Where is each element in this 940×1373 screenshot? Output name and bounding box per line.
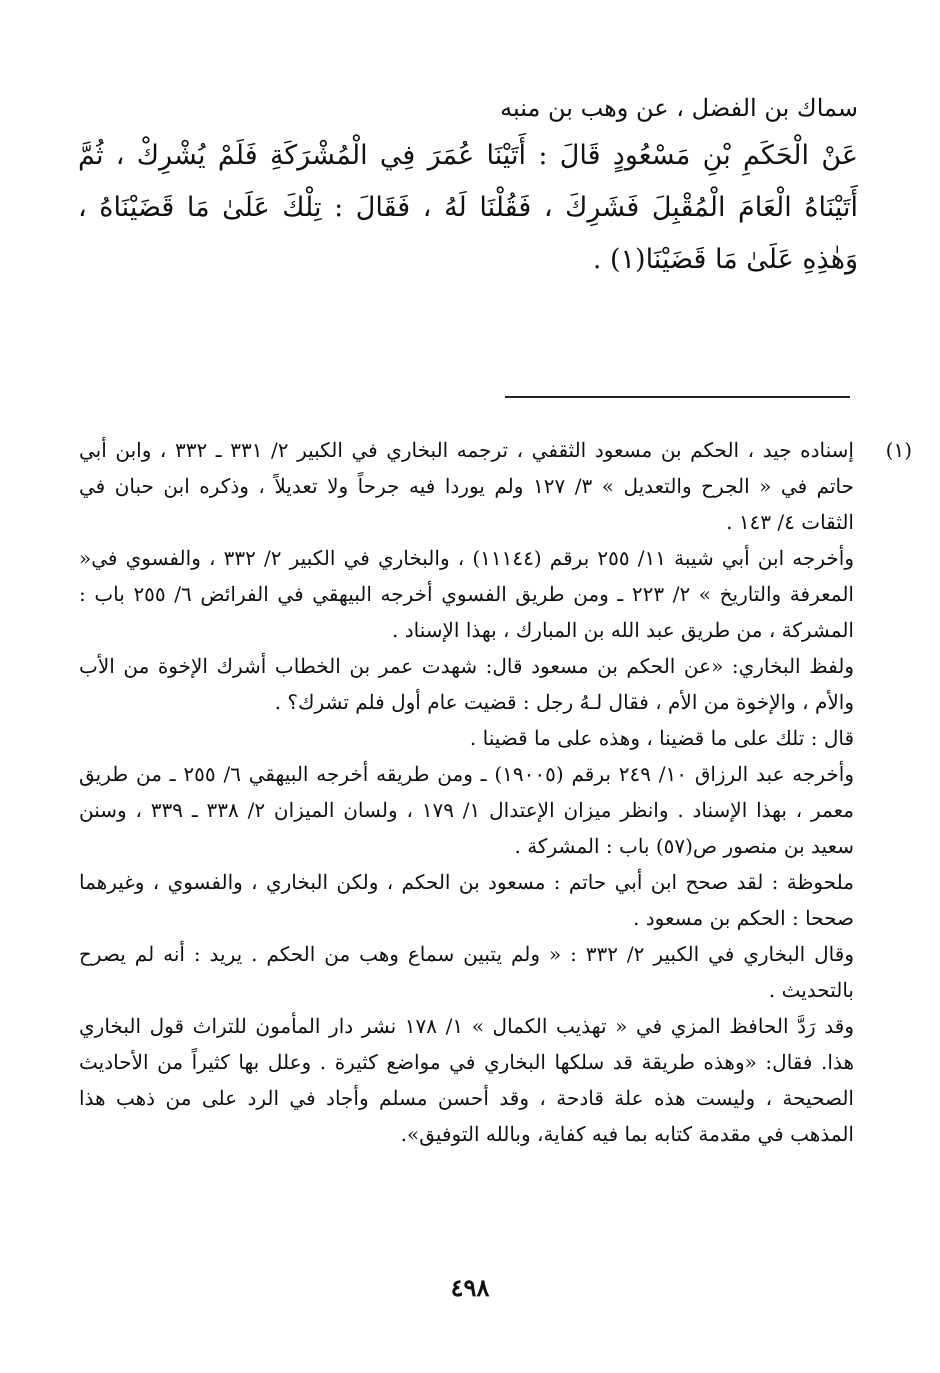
footnote-paragraph: إسناده جيد ، الحكم بن مسعود الثقفي ، ترجمه البخاري في الكبير ٢/ ٣٣١ ـ ٣٣٢ ، وابن أبي حاتم في « الجرح والتعديل » ٣/ ١٢٧ ولم يوردا فيه جرحاً ولا تعديلاً ، وذكره ابن حبان في الثقات ٤/ ١٤٣ . (79, 438, 854, 534)
footnote-paragraph: وأخرجه ابن أبي شيبة ١١/ ٢٥٥ برقم (١١١٤٤) ، والبخاري في الكبير ٢/ ٣٣٢ ، والفسوي في« المعرفة والتاريخ » ٢/ ٢٢٣ ـ ومن طريق الفسوي أخرجه البيهقي في الفرائض ٦/ ٢٥٥ باب : المشركة ، من طريق عبد الله بن المبارك ، بهذا الإسناد . (79, 546, 854, 642)
footnote-paragraph: وقد رَدَّ الحافظ المزي في « تهذيب الكمال » ١/ ١٧٨ نشر دار المأمون للتراث قول البخاري هذا. فقال: «وهذه طريقة قد سلكها البخاري في مواضع كثيرة . وعلل بها كثيراً من الأحاديث الصحيحة ، وليست هذه علة قادحة ، وقد أحسن مسلم وأجاد في الرد على من ذهب هذا المذهب في مقدمة كتابه بما فيه كفاية، وبالله التوفيق». (79, 1014, 854, 1146)
footnote-paragraph: ولفظ البخاري: «عن الحكم بن مسعود قال: شهدت عمر بن الخطاب أشرك الإخوة من الأب والأم ، والإخوة من الأم ، فقال لـهُ رجل : قضيت عام أول فلم تشرك؟ . (79, 654, 854, 714)
footnotes (79, 432, 912, 1152)
footnote-paragraph: ملحوظة : لقد صحح ابن أبي حاتم : مسعود بن الحكم ، ولكن البخاري ، والفسوي ، وغيرهما صححا : الحكم بن مسعود . (79, 870, 854, 930)
footnote-paragraph: وقال البخاري في الكبير ٢/ ٣٣٢ : « ولم يتبين سماع وهب من الحكم . يريد : أنه لم يصرح بالتحديث . (79, 942, 854, 1002)
hadith-text: عَنْ الْحَكَمِ بْنِ مَسْعُودٍ قَالَ : أَتَيْنَا عُمَرَ فِي الْمُشْرَكَةِ فَلَمْ يُشْرِكْ ، ثُمَّ أَتَيْنَاهُ الْعَامَ الْمُقْبِلَ فَشَرِكَ ، فَقُلْنَا لَهُ ، فَقَالَ : تِلْكَ عَلَىٰ مَا قَضَيْنَاهُ ، وَهٰذِهِ عَلَىٰ مَا قَضَيْنَا(١) . (78, 140, 858, 275)
footnote-separator (505, 396, 850, 398)
footnote-number: (١) (885, 438, 912, 462)
page-number: ٤٩٨ (450, 1273, 490, 1302)
footnote-paragraph: وأخرجه عبد الرزاق ١٠/ ٢٤٩ برقم (١٩٠٠٥) ـ ومن طريقه أخرجه البيهقي ٦/ ٢٥٥ ـ من طريق معمر ، بهذا الإسناد . وانظر ميزان الإعتدال ١/ ١٧٩ ، ولسان الميزان ٢/ ٣٣٨ ـ ٣٣٩ ، وسنن سعيد بن منصور ص(٥٧) باب : المشركة . (79, 762, 855, 858)
footnote-paragraph: قال : تلك على ما قضينا ، وهذه على ما قضينا . (469, 726, 854, 750)
main-text-block (78, 90, 858, 286)
isnad-chain: سماك بن الفضل ، عن وهب بن منبه (500, 94, 858, 122)
